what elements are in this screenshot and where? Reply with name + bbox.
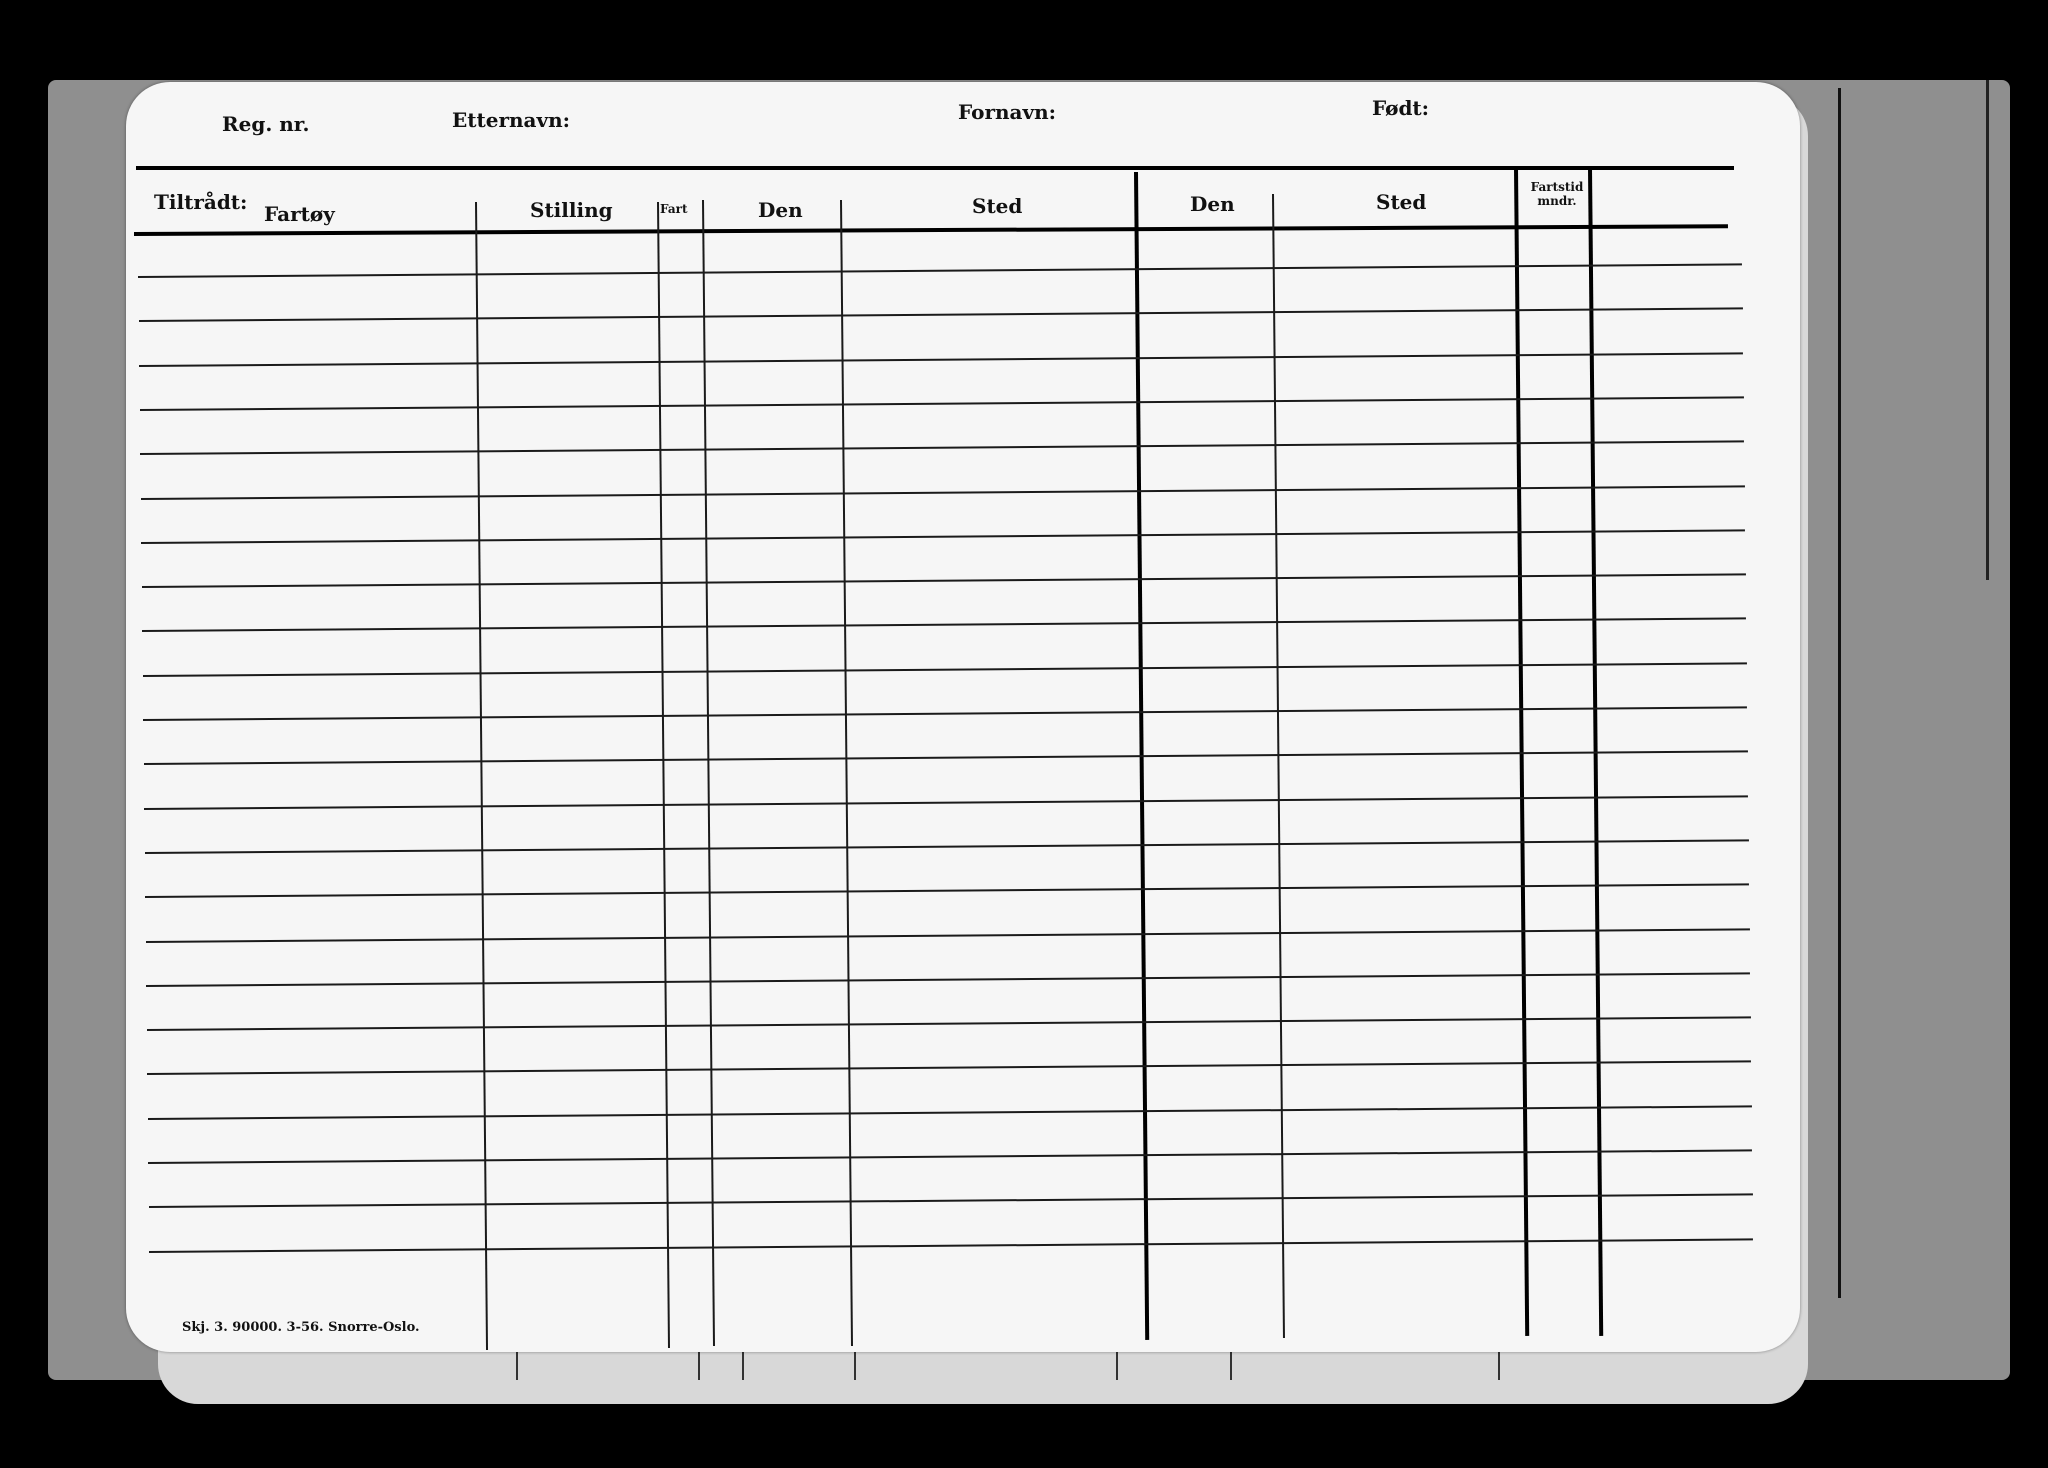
table-row-rule [143, 706, 1747, 721]
fodt-label: Født: [1372, 96, 1430, 120]
table-row-rule [143, 751, 1747, 766]
table-row-rule [146, 972, 1750, 987]
fartstid-column-header [1518, 180, 1596, 208]
printer-imprint: Skj. 3. 90000. 3-56. Snorre-Oslo. [182, 1320, 420, 1335]
header-bottom-rule [134, 224, 1728, 236]
middle-card-tick [1116, 1352, 1118, 1380]
sted-column-header: Sted [972, 194, 1023, 218]
table-row-rule [144, 795, 1748, 810]
table-row-rule [140, 441, 1744, 456]
tiltradt-label: Tiltrådt: [154, 190, 248, 214]
table-row-rule [144, 839, 1748, 854]
etternavn-label: Etternavn: [452, 108, 571, 132]
stilling-column-header: Stilling [530, 198, 613, 222]
middle-card-tick [1498, 1352, 1500, 1380]
table-row-rule [148, 1149, 1752, 1164]
table-row-rule [148, 1194, 1752, 1209]
header-top-rule [136, 166, 1734, 170]
table-row-rule [138, 308, 1742, 323]
table-row-rule [138, 263, 1742, 278]
record-card [126, 82, 1800, 1352]
table-row-rule [142, 662, 1746, 677]
column-divider [1272, 194, 1285, 1338]
table-row-rule [142, 618, 1746, 633]
sted-2-column-header: Sted [1376, 190, 1427, 214]
table-row-rule [141, 529, 1745, 544]
middle-card-tick [854, 1352, 856, 1380]
middle-card-tick [1230, 1352, 1232, 1380]
fartstid-line-2: mndr. [1537, 194, 1577, 208]
back-card-edge-line [1986, 80, 1989, 580]
table-row-rule [145, 884, 1749, 899]
middle-card-tick [516, 1352, 518, 1380]
table-row-rule [141, 573, 1745, 588]
fart-column-header: Fart [660, 202, 688, 216]
column-divider [840, 200, 853, 1346]
table-row-rule [140, 485, 1744, 500]
den-column-header: Den [758, 198, 803, 222]
table-row-rule [147, 1105, 1751, 1120]
column-divider [475, 202, 488, 1350]
table-row-rule [147, 1061, 1751, 1076]
table-row-rule [139, 352, 1743, 367]
table-row-rule [146, 1016, 1750, 1031]
fornavn-label: Fornavn: [958, 100, 1057, 124]
fartoy-column-header: Fartøy [264, 202, 335, 226]
middle-card-tick [742, 1352, 744, 1380]
column-divider [657, 202, 670, 1348]
fartstid-line-1: Fartstid [1530, 180, 1584, 194]
den-2-column-header: Den [1190, 192, 1235, 216]
table-row-rule [145, 928, 1749, 943]
middle-card-tick [698, 1352, 700, 1380]
column-divider [702, 200, 715, 1346]
table-row-rule [149, 1238, 1753, 1253]
back-card-rule [1838, 88, 1841, 1298]
reg-nr-label: Reg. nr. [222, 112, 310, 136]
table-row-rule [139, 396, 1743, 411]
